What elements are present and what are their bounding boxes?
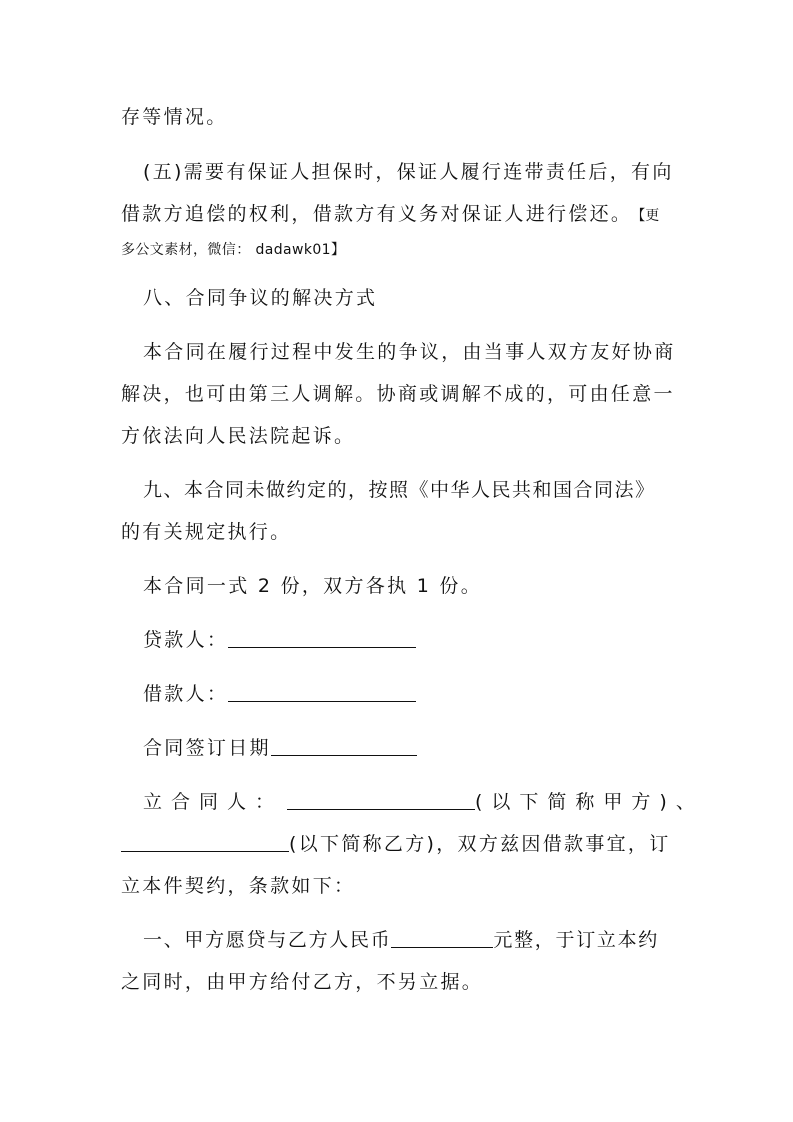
lender-signature-line [143,628,696,652]
section-8-line-3 [121,424,674,448]
promo-note-start: 【更 [638,208,660,224]
party-a-blank[interactable] [287,790,475,810]
party-b-blank[interactable] [121,832,289,852]
clause-1-suffix: 元整，于订立本约 [493,929,660,951]
section-9-line-1 [143,478,674,502]
sign-date-line [143,736,696,760]
promo-note-line [121,236,674,262]
clause-1-line-1 [143,928,674,952]
text-line [121,105,674,129]
lender-blank[interactable] [228,628,416,648]
terms-intro: 立本件契约，条款如下： [121,875,356,897]
sign-date-blank[interactable] [271,736,417,756]
parties-line-2 [121,832,674,856]
section-8-text-cont: 解决，也可由第三人调解。协商或调解不成的，可由任意一 [121,383,675,405]
section-8-text-end: 方依法向人民法院起诉。 [121,425,356,447]
parties-line-1 [143,790,704,814]
copies-line [143,574,696,598]
clause-5-line-1 [143,160,674,184]
promo-note-end: 多公文素材，微信： dadawk01】 [121,242,346,258]
section-8-line-1 [143,340,674,364]
clause-5-text-cont: 借款方追偿的权利，借款方有义务对保证人进行偿还。 [121,203,633,225]
text-continuation: 存等情况。 [121,106,228,128]
party-a-suffix: (以下简称甲方)、 [475,791,704,813]
section-9-line-2 [121,520,674,544]
sign-date-label: 合同签订日期 [143,737,271,759]
parties-line-3 [121,874,674,898]
section-8-text: 本合同在履行过程中发生的争议，由当事人双方友好协商 [143,341,676,363]
amount-blank[interactable] [391,928,493,948]
clause-5-line-2 [121,202,674,228]
clause-1-text-end: 之同时，由甲方给付乙方，不另立据。 [121,971,484,993]
section-heading: 八、合同争议的解决方式 [143,287,378,309]
section-9-text-end: 的有关规定执行。 [121,521,292,543]
parties-label: 立合同人： [143,791,284,813]
section-8-title [143,286,696,310]
borrower-label: 借款人： [143,683,229,705]
clause-5-text: (五)需要有保证人担保时，保证人履行连带责任后，有向 [143,161,674,183]
section-9-text: 九、本合同未做约定的，按照《中华人民共和国合同法》 [143,479,656,501]
clause-1-line-2 [121,970,674,994]
borrower-signature-line [143,682,696,706]
section-8-line-2 [121,382,674,406]
party-b-suffix: (以下简称乙方)，双方兹因借款事宜，订 [289,833,671,855]
clause-1-prefix: 一、甲方愿贷与乙方人民币 [143,929,392,951]
lender-label: 贷款人： [143,629,229,651]
copies-text: 本合同一式 2 份，双方各执 1 份。 [143,575,483,597]
borrower-blank[interactable] [228,682,416,702]
